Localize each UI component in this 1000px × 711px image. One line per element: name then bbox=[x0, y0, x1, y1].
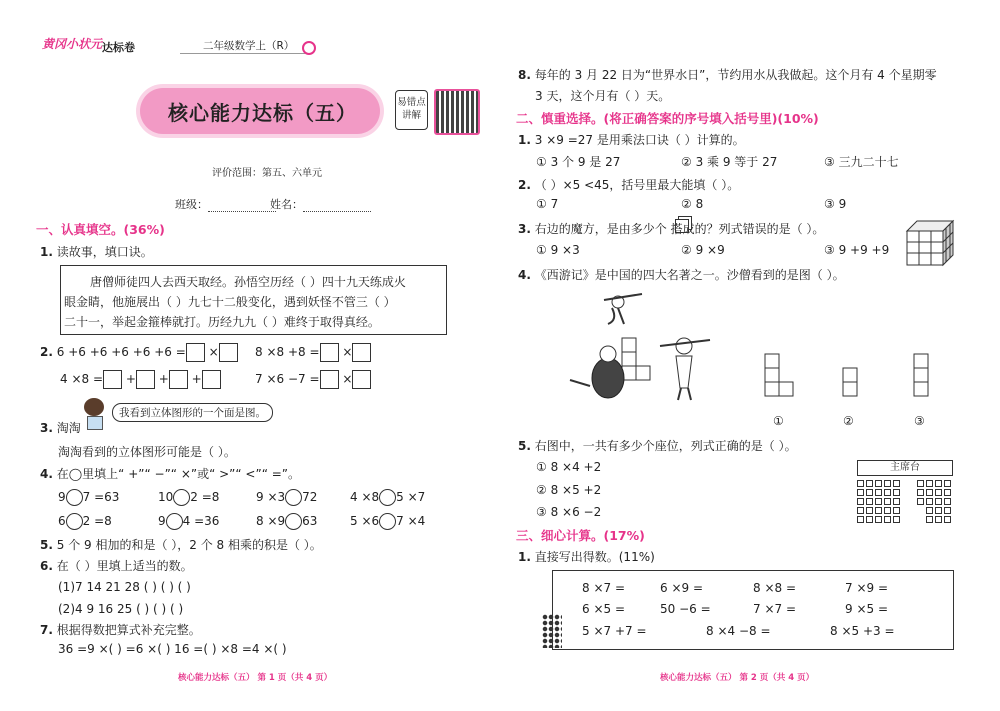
seat bbox=[944, 489, 951, 496]
name-field[interactable] bbox=[303, 199, 371, 212]
answer-circle[interactable] bbox=[379, 489, 396, 506]
scope-text: 评价范围：第五、六单元 bbox=[212, 168, 322, 179]
seat bbox=[935, 516, 942, 523]
seat bbox=[944, 507, 951, 514]
q8-line-2: 3 天，这个月有（ ）天。 bbox=[535, 89, 671, 103]
answer-box[interactable] bbox=[186, 343, 205, 362]
seat bbox=[857, 507, 864, 514]
q4-prompt: 4. 在◯里填上“ +”“ −”“ ×”或“ >”“ <”“ =”。 bbox=[40, 467, 300, 481]
seat bbox=[935, 507, 942, 514]
answer-box[interactable] bbox=[169, 370, 188, 389]
seat bbox=[866, 480, 873, 487]
q3-prompt: 3. 淘淘 bbox=[40, 421, 81, 435]
seat bbox=[884, 489, 891, 496]
q6-row-1: (1)7 14 21 28 ( ) ( ) ( ) bbox=[58, 580, 191, 594]
seat bbox=[866, 507, 873, 514]
seat bbox=[884, 480, 891, 487]
rubik-cube-image bbox=[905, 219, 955, 267]
seat bbox=[917, 480, 924, 487]
small-cube-icon bbox=[675, 219, 689, 233]
answer-box[interactable] bbox=[219, 343, 238, 362]
seat bbox=[893, 498, 900, 505]
calc-1-4: 7 ×9 = bbox=[845, 581, 889, 595]
seat bbox=[884, 507, 891, 514]
s2-q4-opt-3[interactable]: ③ bbox=[914, 414, 925, 428]
s2-q5-opt-2[interactable]: ② 8 ×5 +2 bbox=[536, 483, 602, 497]
seat bbox=[875, 480, 882, 487]
seat bbox=[866, 498, 873, 505]
section-1-title: 一、认真填空。(36%) bbox=[36, 222, 165, 237]
qr-label-1: 易错点 bbox=[397, 97, 426, 108]
calc-1-1: 8 ×7 = bbox=[582, 581, 626, 595]
q2-row-1b: 8 ×8 +8 = × bbox=[255, 343, 371, 362]
logo: 黄冈小状元 bbox=[42, 37, 103, 51]
answer-box[interactable] bbox=[136, 370, 155, 389]
flower-decoration bbox=[542, 614, 562, 648]
answer-circle[interactable] bbox=[285, 489, 302, 506]
section-3-title: 三、细心计算。(17%) bbox=[516, 528, 645, 543]
s2-q4-prompt: 4. 《西游记》是中国的四大名著之一。沙僧看到的是图（ ）。 bbox=[518, 268, 845, 282]
seat bbox=[893, 489, 900, 496]
qr-label-2: 讲解 bbox=[401, 110, 421, 121]
q2-row-2: 4 ×8 = + + + bbox=[60, 370, 221, 389]
q1-prompt: 1. 读故事，填口诀。 bbox=[40, 245, 153, 259]
seat bbox=[884, 516, 891, 523]
view-option-1-figure bbox=[764, 353, 796, 397]
answer-circle[interactable] bbox=[379, 513, 396, 530]
s2-q2-opt-1[interactable]: ① 7 bbox=[536, 197, 559, 211]
class-label: 班级： bbox=[175, 196, 276, 212]
s2-q3-opt-2[interactable]: ② 9 ×9 bbox=[681, 243, 725, 257]
calc-1-3: 8 ×8 = bbox=[753, 581, 797, 595]
s2-q5-opt-1[interactable]: ① 8 ×4 +2 bbox=[536, 460, 602, 474]
q6-row-2: (2)4 9 16 25 ( ) ( ) ( ) bbox=[58, 602, 184, 616]
seat bbox=[884, 498, 891, 505]
seat bbox=[926, 516, 933, 523]
calc-2-1: 6 ×5 = bbox=[582, 602, 626, 616]
q7-row-1: 36 =9 ×( ) =6 ×( ) 16 =( ) ×8 =4 ×( ) bbox=[58, 642, 287, 656]
seat bbox=[926, 498, 933, 505]
s2-q1-opt-2[interactable]: ② 3 乘 9 等于 27 bbox=[681, 155, 778, 169]
speech-bubble: 我看到立体图形的一个面是图。 bbox=[112, 403, 273, 422]
qr-label-box bbox=[395, 90, 428, 130]
name-label: 姓名： bbox=[270, 196, 371, 212]
answer-circle[interactable] bbox=[285, 513, 302, 530]
q8-line-1: 8. 每年的 3 月 22 日为“世界水日”，节约用水从我做起。这个月有 4 个星期零 bbox=[518, 68, 937, 82]
answer-box[interactable] bbox=[320, 370, 339, 389]
header-rule bbox=[180, 53, 305, 54]
seat bbox=[857, 516, 864, 523]
journey-characters-image bbox=[560, 290, 720, 415]
seat bbox=[926, 507, 933, 514]
s2-q1-prompt: 1. 3 ×9 =27 是用乘法口诀（ ）计算的。 bbox=[518, 133, 745, 147]
q2-row-2b: 7 ×6 −7 = × bbox=[255, 370, 371, 389]
answer-circle[interactable] bbox=[66, 489, 83, 506]
s2-q1-opt-1[interactable]: ① 3 个 9 是 27 bbox=[536, 155, 621, 169]
s2-q2-opt-3[interactable]: ③ 9 bbox=[824, 197, 847, 211]
s2-q3-opt-3[interactable]: ③ 9 +9 +9 bbox=[824, 243, 890, 257]
story-line-1: 唐僧师徒四人去西天取经。孙悟空历经（ ）四十九天练成火 bbox=[90, 275, 406, 289]
q5-prompt: 5. 5 个 9 相加的和是（ ），2 个 8 相乘的积是（ ）。 bbox=[40, 538, 322, 552]
s2-q5-prompt: 5. 右图中，一共有多少个座位，列式正确的是（ ）。 bbox=[518, 439, 797, 453]
s2-q1-opt-3[interactable]: ③ 三九二十七 bbox=[824, 155, 899, 169]
seat bbox=[857, 489, 864, 496]
answer-box[interactable] bbox=[320, 343, 339, 362]
seat bbox=[857, 498, 864, 505]
seat bbox=[944, 498, 951, 505]
spiral-icon bbox=[302, 41, 316, 55]
seat bbox=[926, 480, 933, 487]
s2-q2-opt-2[interactable]: ② 8 bbox=[681, 197, 704, 211]
calc-3-3: 8 ×5 +3 = bbox=[830, 624, 895, 638]
section-2-title: 二、慎重选择。(将正确答案的序号填入括号里)(10%) bbox=[516, 111, 819, 126]
s2-q3-opt-1[interactable]: ① 9 ×3 bbox=[536, 243, 580, 257]
kid-illustration bbox=[82, 398, 106, 428]
s2-q4-opt-1[interactable]: ① bbox=[773, 414, 784, 428]
answer-box[interactable] bbox=[352, 343, 371, 362]
qr-code bbox=[434, 89, 480, 135]
story-line-3: 二十一，举起金箍棒就打。历经九九（ ）难终于取得真经。 bbox=[64, 315, 380, 329]
q3-text: 淘淘看到的立体图形可能是（ ）。 bbox=[58, 445, 236, 459]
seat bbox=[875, 489, 882, 496]
calc-3-1: 5 ×7 +7 = bbox=[582, 624, 647, 638]
view-option-2-figure bbox=[842, 367, 858, 397]
seating-grid bbox=[857, 480, 953, 525]
s3-q1-prompt: 1. 直接写出得数。(11%) bbox=[518, 550, 655, 564]
seat bbox=[935, 489, 942, 496]
story-line-2: 眼金睛，他施展出（ ）九七十二般变化，遇到妖怪不管三（ ） bbox=[64, 295, 396, 309]
view-option-3-figure bbox=[913, 353, 929, 397]
s2-q2-prompt: 2. （ ）×5 <45，括号里最大能填（ ）。 bbox=[518, 178, 740, 192]
calc-2-4: 9 ×5 = bbox=[845, 602, 889, 616]
class-field[interactable] bbox=[208, 199, 276, 212]
grade-label: 二年级数学上（R） bbox=[203, 40, 295, 52]
footer-right: 核心能力达标（五） 第 2 页（共 4 页） bbox=[660, 673, 815, 683]
page-title: 核心能力达标（五） bbox=[168, 101, 357, 125]
seat bbox=[866, 516, 873, 523]
q6-prompt: 6. 在（ ）里填上适当的数。 bbox=[40, 559, 193, 573]
q2-row-1: 2. 6 +6 +6 +6 +6 +6 = × bbox=[40, 343, 238, 362]
s2-q3-prompt: 3. 右边的魔方，是由多少个 搭成的？列式错误的是（ ）。 bbox=[518, 222, 825, 236]
q7-prompt: 7. 根据得数把算式补充完整。 bbox=[40, 623, 201, 637]
seat bbox=[944, 480, 951, 487]
answer-box[interactable] bbox=[103, 370, 122, 389]
seat bbox=[857, 480, 864, 487]
calc-3-2: 8 ×4 −8 = bbox=[706, 624, 771, 638]
seat bbox=[935, 480, 942, 487]
calc-2-3: 7 ×7 = bbox=[753, 602, 797, 616]
seat bbox=[875, 516, 882, 523]
stage-label: 主席台 bbox=[857, 460, 953, 476]
seat bbox=[944, 516, 951, 523]
seat bbox=[893, 480, 900, 487]
calc-1-2: 6 ×9 = bbox=[660, 581, 704, 595]
s2-q5-opt-3[interactable]: ③ 8 ×6 −2 bbox=[536, 505, 602, 519]
series-label: 达标卷 bbox=[102, 41, 135, 54]
seat bbox=[875, 498, 882, 505]
seat bbox=[875, 507, 882, 514]
answer-box[interactable] bbox=[202, 370, 221, 389]
answer-circle[interactable] bbox=[66, 513, 83, 530]
seat bbox=[935, 498, 942, 505]
answer-box[interactable] bbox=[352, 370, 371, 389]
answer-circle[interactable] bbox=[173, 489, 190, 506]
seat bbox=[866, 489, 873, 496]
seat bbox=[917, 489, 924, 496]
footer-left: 核心能力达标（五） 第 1 页（共 4 页） bbox=[178, 673, 333, 683]
seat bbox=[926, 489, 933, 496]
answer-circle[interactable] bbox=[166, 513, 183, 530]
seat bbox=[893, 516, 900, 523]
s2-q4-opt-2[interactable]: ② bbox=[843, 414, 854, 428]
seat bbox=[917, 498, 924, 505]
calc-2-2: 50 −6 = bbox=[660, 602, 711, 616]
seat bbox=[893, 507, 900, 514]
